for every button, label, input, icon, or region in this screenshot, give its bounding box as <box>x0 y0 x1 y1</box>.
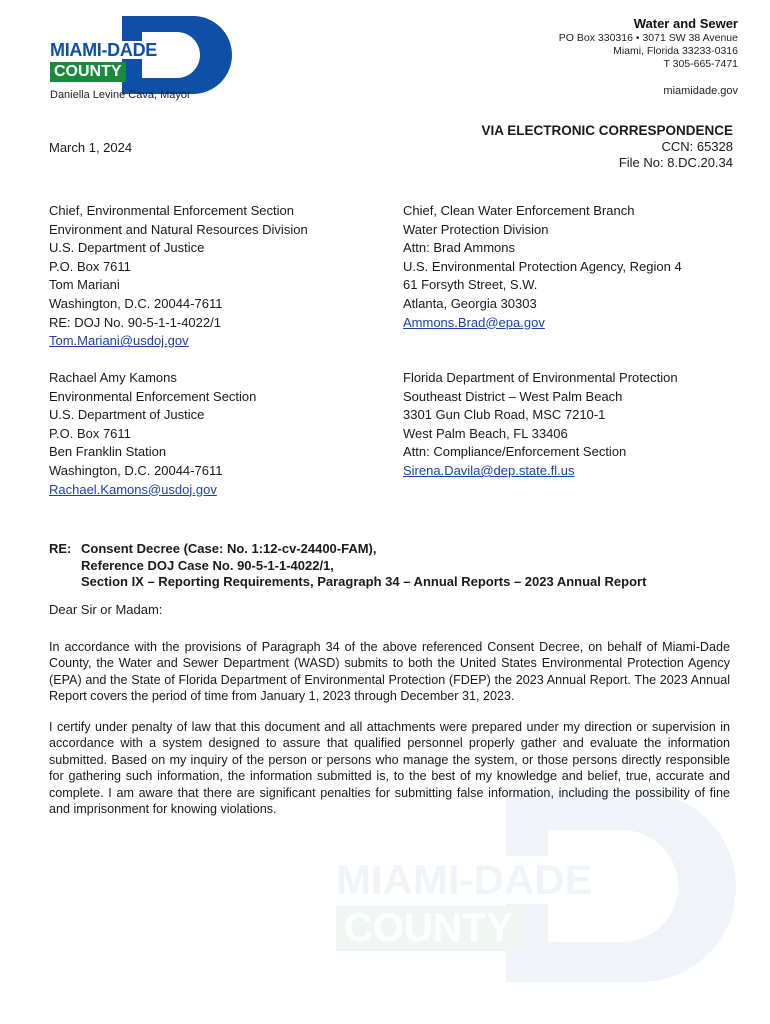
subject-line-3: Section IX – Reporting Requirements, Paragraph 34 – Annual Reports – 2023 Annual Report <box>81 574 647 589</box>
subject-line-2: Reference DOJ Case No. 90-5-1-1-4022/1, <box>81 557 334 573</box>
address-line: Southeast District – West Palm Beach <box>403 388 623 404</box>
address-line: U.S. Environmental Protection Agency, Region 4 <box>403 258 682 274</box>
address-line: Ben Franklin Station <box>49 444 167 460</box>
address-line: Washington, D.C. 20044-7611 <box>49 295 223 311</box>
file-number: File No: 8.DC.20.34 <box>618 155 733 170</box>
email-link-ammons[interactable]: Ammons.Brad@epa.gov <box>403 314 545 330</box>
watermark-miami-text: MIAMI-DADE <box>336 856 593 903</box>
letter-date: March 1, 2024 <box>49 140 133 155</box>
salutation: Dear Sir or Madam: <box>49 602 163 617</box>
subject-block <box>49 541 646 591</box>
address-line: U.S. Department of Justice <box>49 407 205 423</box>
recipient-doj-chief <box>49 202 308 351</box>
address-line: U.S. Department of Justice <box>49 240 205 256</box>
ccn-number: CCN: 65328 <box>661 139 733 154</box>
address-line: West Palm Beach, FL 33406 <box>403 425 568 441</box>
miami-dade-logo <box>50 16 200 96</box>
email-link-davila[interactable]: Sirena.Davila@dep.state.fl.us <box>403 462 575 478</box>
email-link-mariani[interactable]: Tom.Mariani@usdoj.gov <box>49 333 189 349</box>
mayor-name: Daniella Levine Cava, Mayor <box>50 89 191 101</box>
address-line: Water Protection Division <box>403 221 549 237</box>
address-line: Washington, D.C. 20044-7611 <box>49 462 223 478</box>
address-line: Environmental Enforcement Section <box>49 388 257 404</box>
logo-county-text: COUNTY <box>50 62 126 82</box>
department-name: Water and Sewer <box>633 16 738 31</box>
department-website[interactable]: miamidade.gov <box>663 85 738 97</box>
logo-miami-text: MIAMI-DADE <box>50 41 161 59</box>
address-line: P.O. Box 7611 <box>49 258 131 274</box>
department-address-1: PO Box 330316 • 3071 SW 38 Avenue <box>558 32 738 44</box>
address-line: 61 Forsyth Street, S.W. <box>403 277 538 293</box>
address-line: Chief, Environmental Enforcement Section <box>49 203 294 218</box>
department-header <box>559 16 738 98</box>
address-line: Chief, Clean Water Enforcement Branch <box>403 203 635 218</box>
body-paragraph-2: I certify under penalty of law that this document and all attachments were prepared under my direction or supervision in accordance with a system designed to assure that qualified personnel properly gather and evaluate the information submitted. Based on my inquiry of the person or persons who manage the system, or those persons directly responsible for gathering such information, the information submitted is, to the best of my knowledge and belief, true, accurate and complete. I am aware that there are significant penalties for submitting false information, including the possibility of fine and imprisonment for knowing violations. <box>49 720 730 817</box>
recipient-epa-chief <box>403 202 682 332</box>
address-line: Florida Department of Environmental Protection <box>403 370 678 385</box>
address-line: Atlanta, Georgia 30303 <box>403 295 537 311</box>
address-line: RE: DOJ No. 90-5-1-1-4022/1 <box>49 314 221 330</box>
department-phone: T 305-665-7471 <box>663 58 738 70</box>
address-line: P.O. Box 7611 <box>49 425 131 441</box>
email-link-kamons[interactable]: Rachael.Kamons@usdoj.gov <box>49 481 217 497</box>
address-line: 3301 Gun Club Road, MSC 7210-1 <box>403 407 606 423</box>
recipient-doj-kamons <box>49 369 256 499</box>
watermark-county-text: COUNTY <box>336 906 521 951</box>
department-address-2: Miami, Florida 33233-0316 <box>613 45 738 57</box>
address-line: Tom Mariani <box>49 277 120 293</box>
address-line: Environment and Natural Resources Division <box>49 221 308 237</box>
recipient-fdep <box>403 369 678 481</box>
via-line: VIA ELECTRONIC CORRESPONDENCE <box>481 123 733 138</box>
subject-line-1: Consent Decree (Case: No. 1:12-cv-24400-FAM), <box>81 541 377 556</box>
address-line: Attn: Compliance/Enforcement Section <box>403 444 627 460</box>
address-line: Attn: Brad Ammons <box>403 240 515 256</box>
correspondence-block <box>481 123 733 171</box>
body-paragraph-1: In accordance with the provisions of Paragraph 34 of the above referenced Consent Decree, on behalf of Miami-Dade County, the Water and Sewer Department (WASD) submits to both the United States Environmental Protection Agency (EPA) and the State of Florida Department of Environmental Protection (FDEP) the 2023 Annual Report. The 2023 Annual Report covers the period of time from January 1, 2023 through December 31, 2023. <box>49 640 730 704</box>
re-label: RE: <box>49 541 72 556</box>
address-line: Rachael Amy Kamons <box>49 370 177 385</box>
watermark-logo <box>336 792 736 992</box>
